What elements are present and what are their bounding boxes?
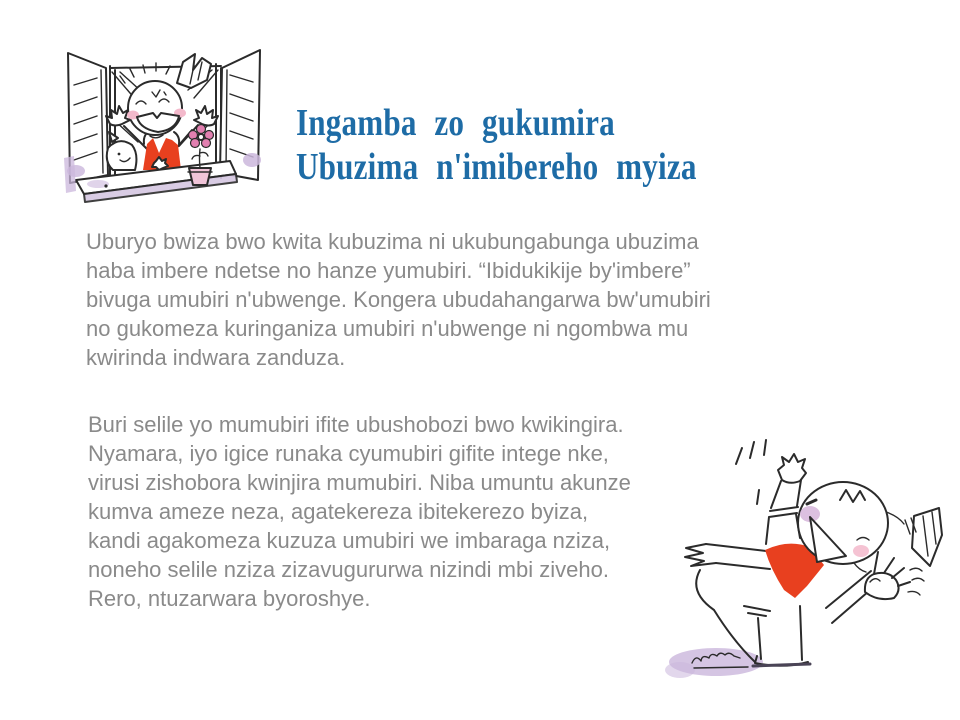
paragraph-line: kwirinda indwara zanduza.: [86, 345, 346, 370]
exercising-person-illustration: [658, 420, 958, 720]
paragraph-line: kumva ameze neza, agatekereza ibitekerezo byiza,: [88, 499, 589, 524]
paragraph-line: Rero, ntuzarwara byoroshye.: [88, 586, 371, 611]
intro-paragraph: [86, 227, 711, 372]
body-paragraph: [88, 410, 631, 613]
paragraph-line: virusi zishobora kwinjira mumubiri. Niba umuntu akunze: [88, 470, 631, 495]
title-line-1: Ingamba zo gukumira: [296, 102, 615, 144]
open-window-illustration: [40, 28, 290, 218]
paragraph-line: Buri selile yo mumubiri ifite ubushobozi bwo kwikingira.: [88, 412, 624, 437]
paragraph-line: Nyamara, iyo igice runaka cyumubiri gifite intege nke,: [88, 441, 609, 466]
paragraph-line: kandi agakomeza kuzuza umubiri we imbaraga nziza,: [88, 528, 611, 553]
paragraph-line: bivuga umubiri n'ubwenge. Kongera ubudahangarwa bw'umubiri: [86, 287, 711, 312]
paragraph-line: haba imbere ndetse no hanze yumubiri. “Ibidukikije by'imbere”: [86, 258, 691, 283]
paragraph-line: no gukomeza kuringaniza umubiri n'ubwenge ni ngombwa mu: [86, 316, 689, 341]
slide-title: [296, 101, 697, 189]
paragraph-line: noneho selile nziza zizavugururwa nizindi mbi ziveho.: [88, 557, 609, 582]
title-line-2: Ubuzima n'imibereho myiza: [296, 146, 697, 188]
paragraph-line: Uburyo bwiza bwo kwita kubuzima ni ukubungabunga ubuzima: [86, 229, 699, 254]
